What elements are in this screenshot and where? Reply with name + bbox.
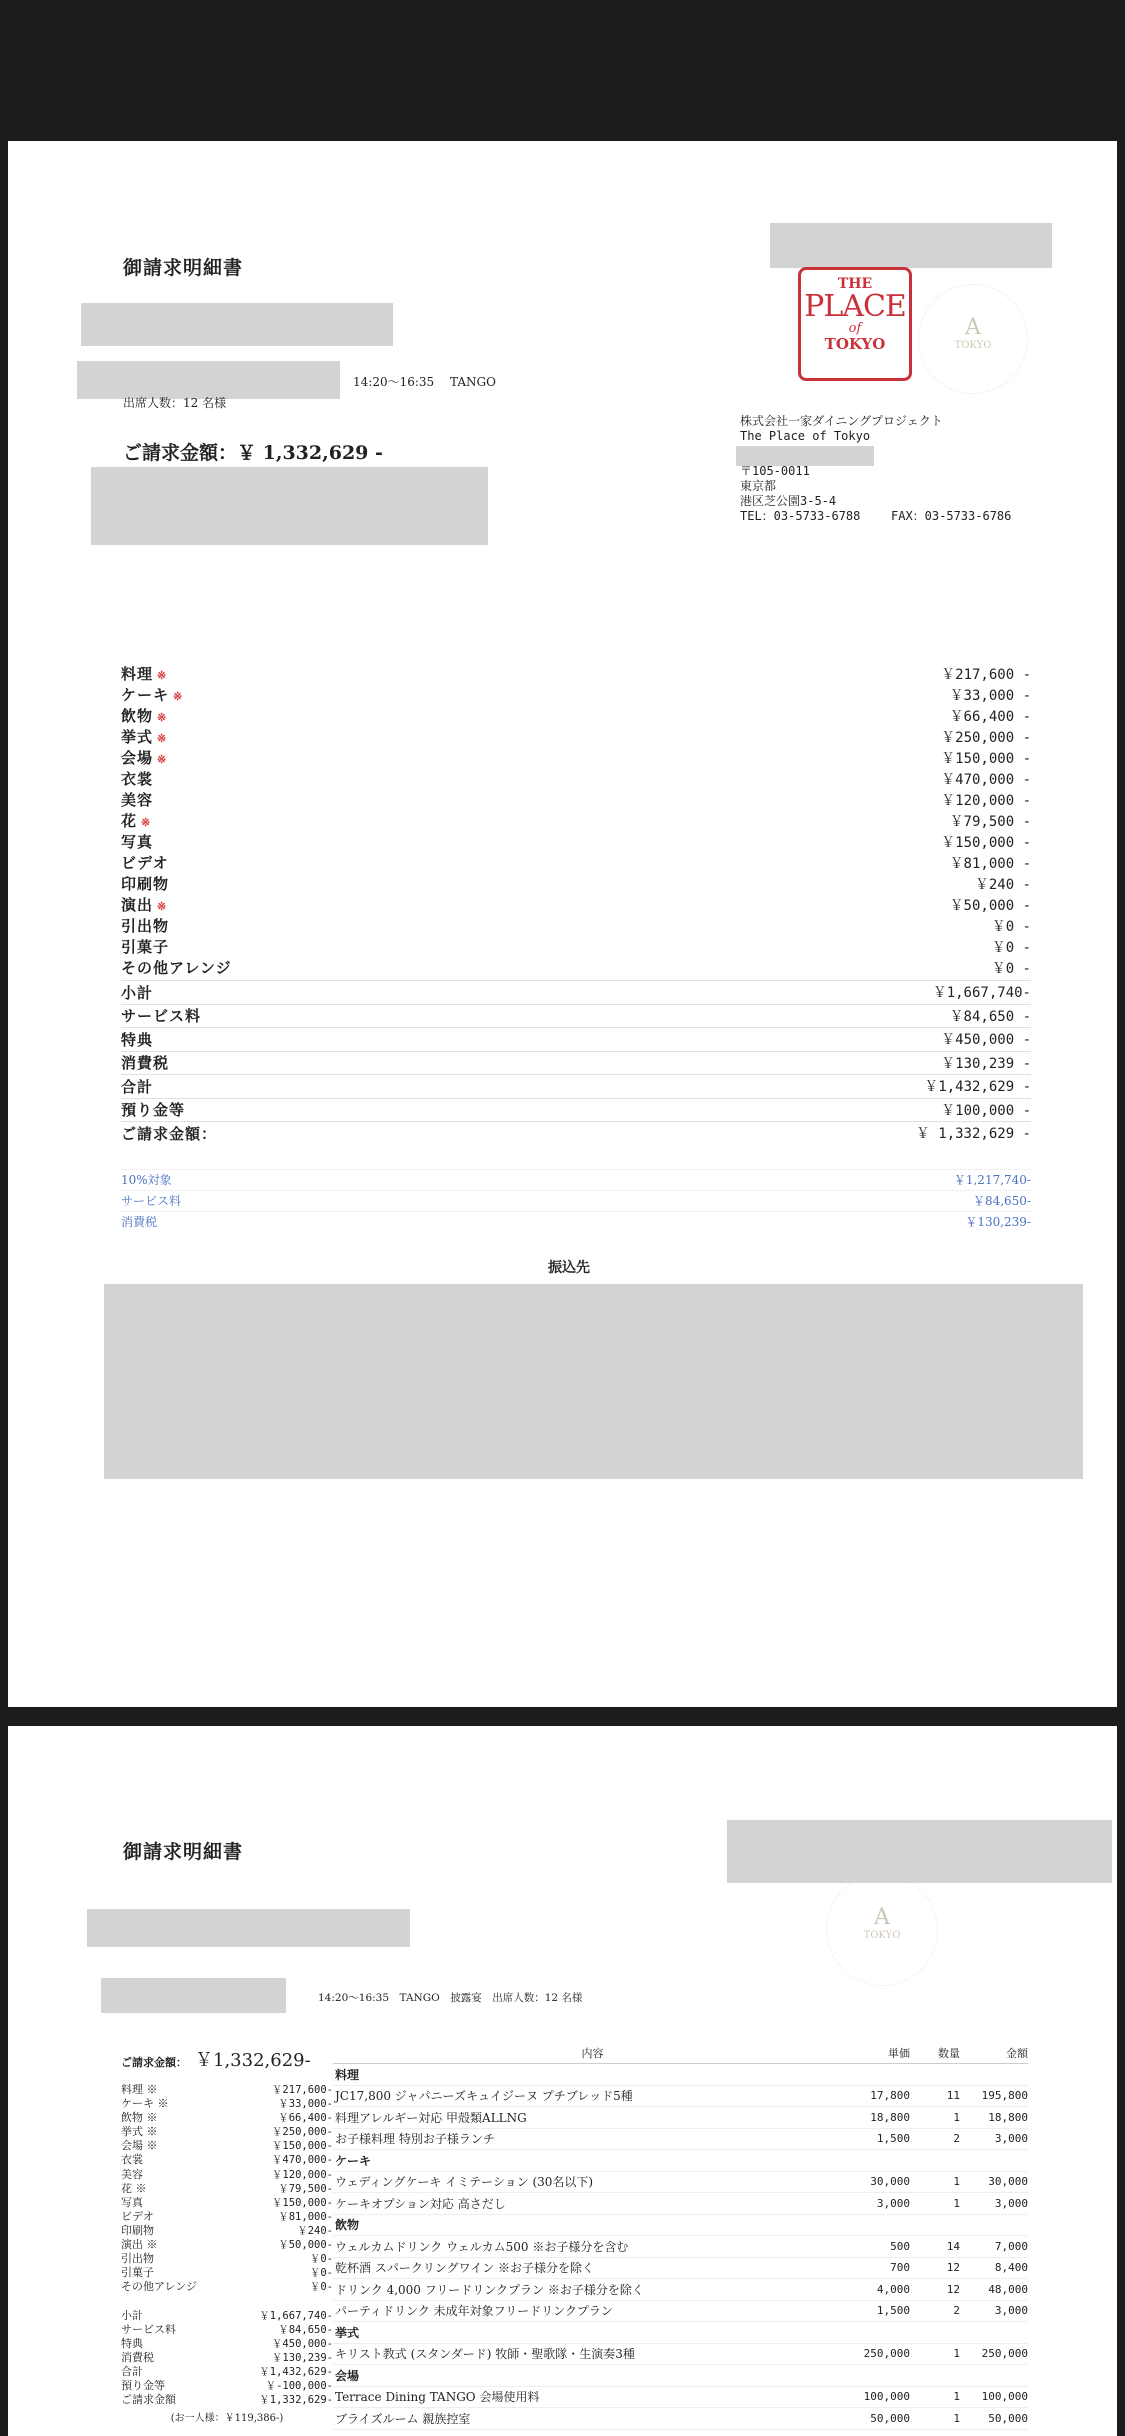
summary-label: 演出 ※: [121, 2238, 158, 2252]
summary-value: ￥1,432,629 -: [924, 1079, 1031, 1096]
category-row: [333, 2064, 1028, 2086]
summary-row: [121, 1098, 1031, 1122]
taxable-mark: ※: [157, 711, 168, 724]
charge-label: [121, 789, 157, 810]
detail-row: [333, 2086, 1028, 2108]
charge-items: [121, 663, 1031, 1232]
detail-row: [333, 2193, 1028, 2215]
summary-row: [121, 2224, 333, 2238]
summary-row: [121, 2097, 333, 2111]
redacted-block: [101, 1978, 286, 2013]
summary-label: 飲物 ※: [121, 2111, 158, 2125]
detail-name: 挙式: [335, 2325, 360, 2340]
detail-unit-price: 50,000: [870, 2411, 910, 2425]
charge-row: [121, 915, 1031, 936]
detail-unit-price: 17,800: [870, 2089, 910, 2103]
detail-row: [333, 2301, 1028, 2323]
company-fax: FAX：03-5733-6786: [891, 509, 1012, 523]
summary-value: ￥84,650-: [278, 2323, 333, 2336]
event-time-venue: 14:20〜16:35 TANGO: [353, 375, 496, 389]
charge-value: ￥81,000 -: [949, 855, 1031, 872]
charge-label-text: ビデオ: [121, 854, 169, 872]
summary-label: 小計: [121, 983, 154, 1002]
summary-label: 合計: [121, 1077, 154, 1096]
page-title: 御請求明細書: [123, 257, 244, 279]
summary-label: 合計: [121, 2364, 143, 2378]
summary-row: [121, 1051, 1031, 1075]
summary-row: [121, 1121, 1031, 1145]
detail-quantity: 11: [946, 2089, 960, 2103]
charge-label: [121, 915, 173, 936]
charge-label-text: 演出: [121, 896, 154, 914]
summary-row: [121, 1027, 1031, 1051]
per-person-amount: (お一人様：￥119,386-): [170, 2413, 284, 2425]
detail-name: Terrace Dining TANGO 会場使用料: [335, 2390, 540, 2405]
company-name: 株式会社一家ダイニングプロジェクト: [740, 414, 943, 428]
detail-name: 料理: [335, 2067, 360, 2082]
summary-value: ￥100,000 -: [941, 1102, 1031, 1119]
amount-due: ご請求金額：￥ 1,332,629 -: [123, 442, 383, 464]
category-row: [333, 2322, 1028, 2344]
charge-label: [121, 957, 236, 978]
summary-value: ￥450,000-: [271, 2337, 333, 2350]
summary-row: [121, 2337, 333, 2351]
detail-name: 飲物: [335, 2218, 360, 2233]
detail-name: 乾杯酒 スパークリングワイン ※お子様分を除く: [335, 2261, 595, 2276]
summary-label: サービス料: [121, 2322, 176, 2336]
charge-row: [121, 726, 1031, 747]
charge-value: ￥470,000 -: [941, 771, 1031, 788]
detail-amount: 3,000: [994, 2132, 1028, 2146]
detail-row: [333, 2129, 1028, 2151]
detail-unit-price: 1,500: [876, 2304, 910, 2318]
charge-label: [121, 747, 167, 768]
detail-amount: 3,000: [994, 2304, 1028, 2318]
summary-label: 預り金等: [121, 2378, 165, 2392]
summary-label: 挙式 ※: [121, 2125, 158, 2139]
detail-quantity: 12: [946, 2261, 960, 2275]
summary-row: [121, 2083, 333, 2097]
taxable-mark: ※: [157, 669, 168, 682]
detail-name: お子様料理 特別お子様ランチ: [335, 2132, 495, 2147]
category-row: [333, 2215, 1028, 2237]
attendee-count: 出席人数：12 名様: [123, 396, 227, 410]
tax-row: [121, 1211, 1031, 1232]
summary-row: [121, 2238, 333, 2252]
summary-value: ￥0-: [309, 2267, 333, 2280]
charge-row: [121, 810, 1031, 831]
detail-name: ウェディングケーキ イミテーション (30名以下): [335, 2175, 594, 2190]
category-row: [333, 2150, 1028, 2172]
detail-quantity: 1: [953, 2411, 960, 2425]
detail-row: [333, 2387, 1028, 2409]
charge-row: [121, 684, 1031, 705]
charge-row: [121, 747, 1031, 768]
detail-unit-price: 250,000: [863, 2347, 910, 2361]
amount-due: ご請求金額： ￥1,332,629-: [121, 2050, 311, 2071]
detail-name: ドリンク 4,000 フリードリンクプラン ※お子様分を除く: [335, 2282, 644, 2297]
venue-logo: THE PLACE of TOKYO: [798, 267, 912, 381]
charge-label-text: 引出物: [121, 917, 170, 935]
tax-label: サービス料: [121, 1194, 182, 1208]
detail-unit-price: 4,000: [876, 2282, 910, 2296]
summary-row: [121, 2393, 333, 2407]
summary-value: ￥33,000-: [278, 2098, 333, 2111]
charge-value: ￥150,000 -: [941, 834, 1031, 851]
detail-quantity: 1: [953, 2196, 960, 2210]
summary-value: ￥79,500-: [278, 2182, 333, 2195]
charge-label-text: 衣裳: [121, 770, 154, 788]
summary-value: ￥470,000-: [271, 2154, 333, 2167]
summary-label: ご請求金額：: [121, 1124, 218, 1143]
summary-row: [121, 2266, 333, 2280]
taxable-mark: ※: [157, 900, 168, 913]
summary-value: ￥84,650 -: [949, 1008, 1031, 1025]
charge-value: ￥0 -: [991, 939, 1031, 956]
detail-quantity: 1: [953, 2390, 960, 2404]
summary-row: [121, 2365, 333, 2379]
detail-amount: 50,000: [988, 2411, 1028, 2425]
summary-label: 小計: [121, 2308, 143, 2322]
summary-value: ￥150,000-: [271, 2196, 333, 2209]
charge-label-text: 挙式: [121, 728, 154, 746]
detail-unit-price: 3,000: [876, 2196, 910, 2210]
redacted-block: [770, 223, 1052, 268]
summary-label: 消費税: [121, 2350, 154, 2364]
summary-value: ￥81,000-: [278, 2210, 333, 2223]
redacted-block: [87, 1909, 410, 1947]
summary-value: ￥-100,000-: [265, 2379, 333, 2392]
summary-row: [121, 2125, 333, 2139]
summary-value: ￥1,667,740-: [259, 2309, 333, 2322]
faint-logo-watermark: A TOKYO: [918, 284, 1028, 394]
charge-row: [121, 894, 1031, 915]
summary-label: 写真: [121, 2195, 143, 2209]
charge-label-text: 会場: [121, 749, 154, 767]
detail-name: パーティドリンク 未成年対象フリードリンクプラン: [335, 2304, 613, 2319]
summary-label: 特典: [121, 1030, 154, 1049]
detail-name: ケーキオプション対応 高さだし: [335, 2196, 506, 2211]
charge-value: ￥217,600 -: [941, 666, 1031, 683]
category-row: [333, 2365, 1028, 2387]
redacted-block: [727, 1820, 1112, 1883]
charge-label: [121, 894, 167, 915]
summary-label: その他アレンジ: [121, 2280, 198, 2294]
detail-amount: 48,000: [988, 2282, 1028, 2296]
redacted-block: [91, 467, 488, 545]
summary-row: [121, 2153, 333, 2167]
detail-row: [333, 2408, 1028, 2430]
charge-row: [121, 789, 1031, 810]
summary-row: [121, 2294, 333, 2308]
charge-label-text: 花: [121, 812, 138, 830]
detail-row: [333, 2258, 1028, 2280]
redacted-block: [81, 303, 393, 346]
detail-name: 会場: [335, 2368, 360, 2383]
charge-value: ￥0 -: [991, 918, 1031, 935]
detail-amount: 8,400: [994, 2261, 1028, 2275]
detail-amount: 18,800: [988, 2110, 1028, 2124]
summary-value: ￥150,000-: [271, 2140, 333, 2153]
charge-label: [121, 684, 183, 705]
summary-row: [121, 2379, 333, 2393]
detail-amount: 195,800: [981, 2089, 1028, 2103]
summary-label: ケーキ ※: [121, 2097, 169, 2111]
charge-row: [121, 873, 1031, 894]
charge-label: [121, 873, 173, 894]
venue-name: The Place of Tokyo: [740, 429, 871, 443]
summary-row: [121, 1074, 1031, 1098]
summary-value: ￥450,000 -: [941, 1032, 1031, 1049]
charge-value: ￥66,400 -: [949, 708, 1031, 725]
charge-row: [121, 936, 1031, 957]
company-block: [740, 414, 943, 444]
detail-quantity: 2: [953, 2304, 960, 2318]
summary-column: [121, 2083, 333, 2424]
detail-quantity: 12: [946, 2282, 960, 2296]
charge-value: ￥240 -: [974, 876, 1031, 893]
charge-label-text: 引菓子: [121, 938, 170, 956]
detail-name: キリスト教式 (スタンダード) 牧師・聖歌隊・生演奏3種: [335, 2347, 635, 2362]
company-address: 〒105-0011 東京都 港区芝公園3-5-4: [740, 464, 837, 508]
summary-label: 引出物: [121, 2252, 154, 2266]
charge-label: [121, 663, 167, 684]
summary-label: サービス料: [121, 1007, 202, 1026]
detail-name: ブライズルーム 親族控室: [335, 2411, 471, 2426]
summary-row: [121, 2351, 333, 2365]
detail-unit-price: 100,000: [863, 2390, 910, 2404]
detail-row: [333, 2344, 1028, 2366]
summary-row: [121, 2280, 333, 2294]
charge-value: ￥79,500 -: [949, 813, 1031, 830]
summary-value: ￥240-: [297, 2224, 333, 2237]
summary-label: 衣裳: [121, 2153, 143, 2167]
summary-label: 印刷物: [121, 2223, 154, 2237]
detail-table-header: 内容 単価 数量 金額: [333, 2042, 1028, 2064]
charge-label: [121, 705, 167, 726]
detail-amount: 100,000: [981, 2390, 1028, 2404]
charge-label-text: 写真: [121, 833, 154, 851]
summary-label: 預り金等: [121, 1101, 186, 1120]
bank-heading: 振込先: [548, 1260, 590, 1276]
taxable-mark: ※: [157, 753, 168, 766]
charge-row: [121, 705, 1031, 726]
redacted-bank-details: [104, 1284, 1083, 1479]
summary-value: ￥ 1,332,629 -: [915, 1126, 1031, 1143]
detail-row: [333, 2279, 1028, 2301]
summary-row: [121, 2252, 333, 2266]
detail-unit-price: 1,500: [876, 2132, 910, 2146]
charge-row: [121, 852, 1031, 873]
detail-quantity: 1: [953, 2110, 960, 2124]
summary-row: [121, 980, 1031, 1004]
charge-label: [121, 768, 157, 789]
detail-name: JC17,800 ジャパニーズキュイジーヌ プチブレッド5種: [335, 2089, 633, 2104]
charge-label: [121, 726, 167, 747]
summary-label: ご請求金額: [121, 2393, 176, 2407]
charge-value: ￥120,000 -: [941, 792, 1031, 809]
summary-value: ￥1,432,629-: [259, 2365, 333, 2378]
detail-quantity: 1: [953, 2347, 960, 2361]
charge-label-text: 美容: [121, 791, 154, 809]
company-tel: TEL：03-5733-6788: [740, 509, 861, 523]
charge-label-text: 料理: [121, 665, 154, 683]
summary-label: 料理 ※: [121, 2083, 158, 2096]
taxable-mark: ※: [157, 732, 168, 745]
charge-label: [121, 831, 157, 852]
detail-table: [333, 2042, 1028, 2430]
charge-row: [121, 663, 1031, 684]
detail-name: 料理アレルギー対応 甲殻類ALLNG: [335, 2110, 527, 2125]
summary-row: [121, 2168, 333, 2182]
charge-label: [121, 852, 173, 873]
charge-label-text: 印刷物: [121, 875, 170, 893]
summary-label: 特典: [121, 2336, 143, 2350]
taxable-mark: ※: [173, 690, 184, 703]
summary-label: 花 ※: [121, 2181, 147, 2195]
tax-value: ￥1,217,740-: [953, 1173, 1031, 1187]
summary-row: [121, 2111, 333, 2125]
detail-unit-price: 700: [890, 2261, 910, 2275]
charge-value: ￥150,000 -: [941, 750, 1031, 767]
detail-quantity: 2: [953, 2132, 960, 2146]
invoice-page-2: [8, 1726, 1117, 2436]
tax-row: [121, 1169, 1031, 1190]
taxable-mark: ※: [141, 816, 152, 829]
tax-label: 消費税: [121, 1215, 158, 1229]
charge-value: ￥0 -: [991, 960, 1031, 977]
summary-value: ￥250,000-: [271, 2126, 333, 2139]
invoice-page-1: [8, 141, 1117, 1707]
charge-label: [121, 810, 151, 831]
summary-row: [121, 2182, 333, 2196]
detail-row: [333, 2107, 1028, 2129]
charge-row: [121, 768, 1031, 789]
tax-value: ￥130,239-: [965, 1215, 1031, 1229]
summary-value: ￥130,239-: [271, 2351, 333, 2364]
detail-amount: 7,000: [994, 2239, 1028, 2253]
detail-name: ケーキ: [335, 2153, 372, 2168]
summary-label: 美容: [121, 2167, 143, 2181]
charge-value: ￥250,000 -: [941, 729, 1031, 746]
detail-row: [333, 2172, 1028, 2194]
detail-name: ウェルカムドリンク ウェルカム500 ※お子様分を含む: [335, 2239, 629, 2254]
summary-value: ￥1,667,740-: [932, 985, 1031, 1002]
tax-value: ￥84,650-: [972, 1194, 1031, 1208]
summary-value: ￥130,239 -: [941, 1055, 1031, 1072]
summary-value: ￥66,400-: [278, 2112, 333, 2125]
summary-label: ビデオ: [121, 2209, 154, 2223]
charge-label: [121, 936, 173, 957]
charge-label-text: その他アレンジ: [121, 959, 232, 977]
detail-unit-price: 18,800: [870, 2110, 910, 2124]
detail-unit-price: 500: [890, 2239, 910, 2253]
summary-label: 会場 ※: [121, 2139, 158, 2153]
summary-value: ￥0-: [309, 2253, 333, 2266]
event-time-line: 14:20〜16:35 TANGO 披露宴 出席人数：12 名様: [318, 1992, 583, 2004]
charge-label-text: 飲物: [121, 707, 154, 725]
summary-row: [121, 2323, 333, 2337]
summary-label: 引菓子: [121, 2266, 154, 2280]
tax-label: 10%対象: [121, 1173, 172, 1187]
summary-row: [121, 2196, 333, 2210]
summary-value: ￥120,000-: [271, 2168, 333, 2181]
summary-row: [121, 2210, 333, 2224]
detail-quantity: 14: [946, 2239, 960, 2253]
page-title: 御請求明細書: [123, 1841, 244, 1863]
charge-value: ￥33,000 -: [949, 687, 1031, 704]
detail-row: [333, 2236, 1028, 2258]
summary-value: ￥50,000-: [278, 2239, 333, 2252]
faint-logo-watermark: A TOKYO: [826, 1874, 938, 1986]
summary-row: [121, 1004, 1031, 1028]
summary-row: [121, 2309, 333, 2323]
summary-value: ￥1,332,629-: [259, 2394, 333, 2407]
charge-row: [121, 957, 1031, 978]
summary-value: ￥217,600-: [271, 2084, 333, 2096]
summary-value: ￥0-: [309, 2281, 333, 2294]
detail-amount: 30,000: [988, 2175, 1028, 2189]
charge-row: [121, 831, 1031, 852]
redacted-block: [736, 446, 874, 466]
summary-label: 消費税: [121, 1054, 170, 1073]
detail-unit-price: 30,000: [870, 2175, 910, 2189]
detail-quantity: 1: [953, 2175, 960, 2189]
charge-value: ￥50,000 -: [949, 897, 1031, 914]
charge-label-text: ケーキ: [121, 686, 170, 704]
summary-row: [121, 2139, 333, 2153]
detail-amount: 250,000: [981, 2347, 1028, 2361]
detail-amount: 3,000: [994, 2196, 1028, 2210]
tax-row: [121, 1190, 1031, 1211]
